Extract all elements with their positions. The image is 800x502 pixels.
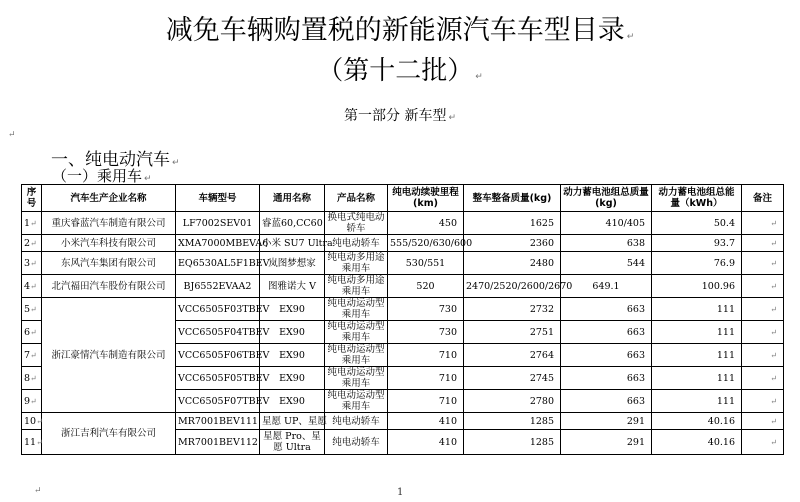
cell-maker [42,275,176,298]
table-row [22,252,784,275]
vehicle-table [21,184,784,455]
cell-battery-mass [561,367,652,390]
cell-product-name [325,430,388,455]
cell-range-text: 410 [438,415,457,427]
cell-model-text: MR7001BEV111 [178,415,258,427]
cell-note [742,390,784,413]
cell-curb-mass-text: 2745 [529,372,554,384]
column-header-range: 纯电动续驶里程(km) [388,185,464,212]
cell-note [742,430,784,455]
cell-range [388,235,473,252]
cell-range-text: 710 [438,395,457,407]
cell-product-name-text: 纯电动运动型乘用车 [327,390,385,412]
cell-model [176,321,270,344]
cell-battery-mass-text: 410/405 [605,217,645,229]
cell-model [176,413,260,430]
paragraph-mark-icon: ↵ [770,416,777,426]
cell-maker-text: 北汽福田汽车股份有限公司 [51,280,166,292]
cell-product-name [325,390,388,413]
cell-note [742,413,784,430]
cell-no-text: 2 [24,237,31,249]
cell-model-text: XMA7000MBEVA6 [178,237,269,249]
cell-note [742,344,784,367]
cell-curb-mass [464,275,573,298]
cell-maker [42,298,176,413]
cell-curb-mass-text: 2764 [529,349,554,361]
cell-product-name-text: 纯电动运动型乘用车 [327,344,385,366]
cell-battery-mass-text: 663 [626,395,645,407]
cell-no [22,235,42,252]
paragraph-mark-icon: ↵ [770,238,777,248]
cell-product-name-text: 纯电动多用途乘用车 [327,275,385,297]
cell-common-name [260,275,325,298]
paragraph-mark-icon: ↵ [770,437,777,447]
cell-product-name-text: 纯电动轿车 [332,237,380,249]
cell-battery-energy [652,321,742,344]
column-header-model: 车辆型号 [176,185,260,212]
cell-model [176,235,269,252]
table-row [22,212,784,235]
paragraph-mark-icon: ↵ [475,72,483,82]
cell-battery-energy [652,212,742,235]
cell-common-name-text: 岚图梦想家 [268,257,316,269]
cell-no-text: 8 [24,372,31,384]
cell-common-name-text: EX90 [279,395,305,407]
cell-range [388,390,464,413]
cell-range [388,275,464,298]
cell-battery-mass-text: 638 [626,237,645,249]
paragraph-mark-icon: ↵ [36,416,43,426]
cell-no [22,252,42,275]
cell-no-text: 3 [24,257,31,269]
cell-model-text: VCC6505F07TBEV [178,395,270,407]
cell-range-text: 520 [416,280,435,292]
cell-maker-text: 浙江豪情汽车制造有限公司 [51,349,166,361]
cell-note [742,275,784,298]
paragraph-mark-icon: ↵ [770,373,777,383]
paragraph-mark-icon: ↵ [770,281,777,291]
cell-curb-mass-text: 1285 [529,436,554,448]
cell-battery-energy [652,430,742,455]
cell-curb-mass-text: 2360 [529,237,554,249]
cell-product-name [325,367,388,390]
paragraph-mark-icon: ↵ [144,174,152,184]
cell-model [176,212,260,235]
cell-note [742,321,784,344]
cell-battery-mass [561,390,652,413]
cell-no-text: 1 [24,217,31,229]
cell-battery-mass-text: 663 [626,372,645,384]
cell-range-text: 410 [438,436,457,448]
cell-common-name [260,252,325,275]
cell-battery-energy [652,252,742,275]
cell-common-name-text: EX90 [279,372,305,384]
cell-maker [42,235,176,252]
subsection-heading [52,165,152,186]
cell-model [176,367,270,390]
cell-battery-mass [561,321,652,344]
cell-no [22,430,42,455]
cell-range [388,212,464,235]
table-row [22,413,784,430]
section-heading-text: 一、纯电动汽车 [51,150,170,170]
cell-maker-text: 东风汽车集团有限公司 [60,257,156,269]
cell-maker [42,413,176,455]
cell-common-name-text: 小米 SU7 Ultra [262,237,333,249]
cell-model [176,298,270,321]
cell-product-name [325,321,388,344]
cell-battery-mass [561,212,652,235]
cell-battery-energy [652,275,742,298]
cell-product-name-text: 纯电动多用途乘用车 [327,252,385,274]
cell-battery-energy-text: 111 [716,303,735,315]
cell-no [22,390,42,413]
cell-battery-mass [561,298,652,321]
paragraph-mark-icon: ↵ [770,327,777,337]
cell-product-name-text: 纯电动轿车 [332,415,380,427]
cell-range-text: 710 [438,349,457,361]
cell-battery-mass [561,252,652,275]
cell-maker [42,212,176,235]
paragraph-mark-icon: ↵ [30,281,37,291]
cell-no-text: 11 [24,436,37,448]
cell-product-name-text: 纯电动运动型乘用车 [327,298,385,320]
subsection-heading-text: （一）乘用车 [52,167,143,185]
cell-no-text: 7 [24,349,31,361]
cell-range-text: 450 [438,217,457,229]
cell-range [388,367,464,390]
cell-model-text: VCC6505F04TBEV [178,326,270,338]
cell-curb-mass-text: 1625 [529,217,554,229]
header-row [22,185,784,212]
cell-curb-mass-text: 2751 [529,326,554,338]
cell-curb-mass [464,235,561,252]
cell-common-name-text: EX90 [279,303,305,315]
cell-battery-mass [561,344,652,367]
cell-battery-energy-text: 40.16 [707,415,735,427]
cell-model-text: VCC6505F06TBEV [178,349,270,361]
cell-curb-mass [464,252,561,275]
cell-model [176,275,260,298]
cell-curb-mass [464,413,561,430]
cell-common-name-text: 星愿 UP、星愿 [262,415,327,427]
cell-battery-energy-text: 111 [716,372,735,384]
page-subtitle-text: （第十二批） [317,56,474,86]
cell-model-text: EQ6530AL5F1BEV [178,257,270,269]
cell-curb-mass [464,321,561,344]
paragraph-mark-icon: ↵ [30,327,37,337]
cell-maker-text: 小米汽车科技有限公司 [60,237,156,249]
cell-battery-energy-text: 111 [716,349,735,361]
cell-battery-mass-text: 663 [626,326,645,338]
cell-model-text: LF7002SEV01 [182,217,253,229]
cell-battery-energy-text: 50.4 [713,217,735,229]
table-body [22,212,784,455]
cell-no-text: 9 [24,395,31,407]
cell-product-name [325,235,388,252]
part-heading-text: 第一部分 新车型 [344,108,447,124]
column-header-curb-mass: 整车整备质量(kg) [464,185,561,212]
cell-battery-mass [561,413,652,430]
cell-curb-mass-text: 2780 [529,395,554,407]
column-header-battery-energy: 动力蓄电池组总能量（kWh） [652,185,742,212]
cell-no-text: 4 [24,280,31,292]
cell-model-text: BJ6552EVAA2 [183,280,252,292]
cell-no [22,298,42,321]
cell-curb-mass [464,430,561,455]
paragraph-mark-icon: ↵ [770,304,777,314]
cell-common-name [260,235,333,252]
cell-no-text: 5 [24,303,31,315]
cell-no [22,321,42,344]
paragraph-mark-icon: ↵ [30,396,37,406]
cell-range [388,430,464,455]
cell-battery-mass [561,275,652,298]
cell-range [388,413,464,430]
cell-no-text: 10 [24,415,37,427]
cell-maker-text: 重庆睿蓝汽车制造有限公司 [51,217,166,229]
cell-product-name-text: 纯电动运动型乘用车 [327,367,385,389]
cell-model-text: VCC6505F03TBEV [178,303,270,315]
cell-battery-energy [652,298,742,321]
cell-range-text: 530/551 [405,257,446,269]
cell-battery-energy-text: 40.16 [707,436,735,448]
cell-range [388,321,464,344]
cell-model-text: VCC6505F05TBEV [178,372,270,384]
cell-no [22,212,42,235]
cell-model [176,252,270,275]
cell-product-name [325,298,388,321]
cell-battery-energy [652,413,742,430]
paragraph-mark-icon: ↵ [770,218,777,228]
page-number: 1 [397,487,404,498]
paragraph-mark-icon: ↵ [626,32,635,42]
cell-battery-energy-text: 111 [716,326,735,338]
cell-battery-mass [561,235,652,252]
paragraph-mark-icon: ↵ [36,437,43,447]
column-header-no: 序号 [22,185,42,212]
cell-note [742,252,784,275]
paragraph-mark-icon: ↵ [172,158,180,168]
cell-battery-energy [652,390,742,413]
cell-note [742,212,784,235]
paragraph-mark-icon: ↵ [30,258,37,268]
cell-model [176,390,270,413]
cell-range [388,252,464,275]
paragraph-mark-icon: ↵ [30,218,37,228]
cell-product-name [325,252,388,275]
cell-common-name [260,212,325,235]
cell-battery-mass-text: 663 [626,303,645,315]
cell-no-text: 6 [24,326,31,338]
cell-battery-energy [652,367,742,390]
paragraph-mark-icon: ↵ [34,486,42,496]
cell-common-name-text: EX90 [279,349,305,361]
page-subtitle [0,50,800,87]
cell-curb-mass-text: 2732 [529,303,554,315]
cell-note [742,367,784,390]
cell-product-name-text: 纯电动运动型乘用车 [327,321,385,343]
cell-maker [42,252,176,275]
cell-range [388,298,464,321]
cell-note [742,235,784,252]
table-row [22,235,784,252]
cell-product-name [325,413,388,430]
cell-no [22,344,42,367]
cell-common-name-text: 星愿 Pro、星愿 Ultra [263,431,321,453]
table-header [22,185,784,212]
paragraph-mark-icon: ↵ [30,238,37,248]
cell-battery-mass [561,430,652,455]
cell-battery-energy [652,235,742,252]
paragraph-mark-icon: ↵ [770,258,777,268]
cell-product-name-text: 纯电动轿车 [332,436,380,448]
paragraph-mark-icon: ↵ [448,113,456,123]
cell-common-name [260,413,325,430]
cell-battery-mass-text: 544 [626,257,645,269]
cell-common-name [260,430,325,455]
cell-battery-mass-text: 663 [626,349,645,361]
cell-curb-mass [464,367,561,390]
cell-product-name [325,212,388,235]
cell-no [22,413,42,430]
cell-battery-mass-text: 291 [626,436,645,448]
cell-product-name [325,344,388,367]
cell-battery-energy-text: 93.7 [713,237,735,249]
paragraph-mark-icon: ↵ [30,304,37,314]
cell-curb-mass [464,344,561,367]
table-row [22,298,784,321]
cell-model [176,430,260,455]
cell-product-name-text: 换电式纯电动轿车 [327,212,385,234]
column-header-common-name: 通用名称 [260,185,325,212]
cell-range [388,344,464,367]
cell-range-text: 710 [438,372,457,384]
cell-battery-energy-text: 111 [716,395,735,407]
cell-range-text: 555/520/630/600 [390,237,473,249]
column-header-battery-mass: 动力蓄电池组总质量(kg) [561,185,652,212]
cell-no [22,275,42,298]
cell-battery-mass-text: 649.1 [592,280,620,292]
cell-curb-mass-text: 2480 [529,257,554,269]
page-title-text: 减免车辆购置税的新能源汽车车型目录 [165,15,625,46]
cell-product-name [325,275,388,298]
column-header-maker: 汽车生产企业名称 [42,185,176,212]
cell-battery-energy-text: 76.9 [713,257,735,269]
column-header-note: 备注 [742,185,784,212]
cell-note [742,298,784,321]
paragraph-mark-icon: ↵ [770,350,777,360]
cell-common-name-text: 图雅诺大 V [268,280,316,292]
cell-model [176,344,270,367]
paragraph-mark-icon: ↵ [8,130,16,140]
table-row [22,275,784,298]
paragraph-mark-icon: ↵ [770,396,777,406]
cell-range-text: 730 [438,326,457,338]
cell-battery-energy-text: 100.96 [701,280,735,292]
cell-curb-mass [464,212,561,235]
cell-common-name-text: 睿蓝60,CC60 [262,217,323,229]
cell-maker-text: 浙江吉利汽车有限公司 [60,428,156,439]
paragraph-mark-icon: ↵ [30,373,37,383]
cell-no [22,367,42,390]
cell-model-text: MR7001BEV112 [178,436,258,448]
paragraph-mark-icon: ↵ [30,350,37,360]
column-header-product-name: 产品名称 [325,185,388,212]
cell-curb-mass [464,390,561,413]
cell-range-text: 730 [438,303,457,315]
page-title [0,8,800,47]
cell-curb-mass [464,298,561,321]
cell-curb-mass-text: 2470/2520/2600/2670 [466,280,573,292]
cell-battery-mass-text: 291 [626,415,645,427]
cell-battery-energy [652,344,742,367]
part-heading [0,105,800,125]
cell-common-name-text: EX90 [279,326,305,338]
cell-curb-mass-text: 1285 [529,415,554,427]
